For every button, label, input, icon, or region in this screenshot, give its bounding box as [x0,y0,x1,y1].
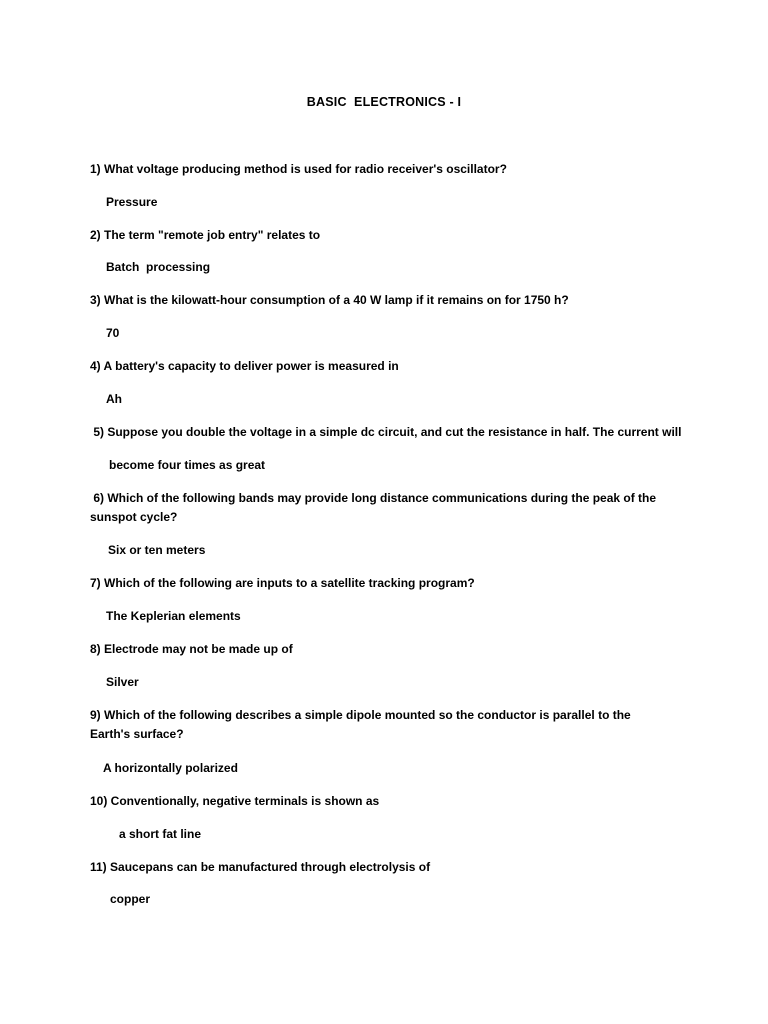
question-2: 2) The term "remote job entry" relates to [90,228,321,242]
answer-11: copper [110,892,151,906]
document-title: BASIC ELECTRONICS - I [306,95,462,109]
question-9: 9) Which of the following describes a simple dipole mounted so the conductor is parallel to the Earth's surface? [90,708,635,741]
answer-4: Ah [106,392,122,406]
question-3: 3) What is the kilowatt-hour consumption of a 40 W lamp if it remains on for 1750 h? [90,293,569,307]
answer-7: The Keplerian elements [106,609,241,623]
question-8: 8) Electrode may not be made up of [90,642,293,656]
answer-6: Six or ten meters [108,543,206,557]
question-5: 5) Suppose you double the voltage in a simple dc circuit, and cut the resistance in half. The current will [90,425,682,439]
question-4: 4) A battery's capacity to deliver power is measured in [90,359,399,373]
answer-9: A horizontally polarized [103,761,238,775]
answer-8: Silver [106,675,139,689]
answer-5: become four times as great [109,458,266,472]
answer-10: a short fat line [119,827,202,841]
question-10: 10) Conventionally, negative terminals is shown as [90,794,380,808]
question-1: 1) What voltage producing method is used for radio receiver's oscillator? [90,162,507,176]
answer-1: Pressure [106,195,158,209]
question-7: 7) Which of the following are inputs to a satellite tracking program? [90,576,475,590]
answer-3: 70 [106,326,120,340]
answer-2: Batch processing [106,260,211,274]
question-6: 6) Which of the following bands may provide long distance communications during the peak of the sunspot cycle? [90,491,660,524]
question-11: 11) Saucepans can be manufactured through electrolysis of [90,860,431,874]
